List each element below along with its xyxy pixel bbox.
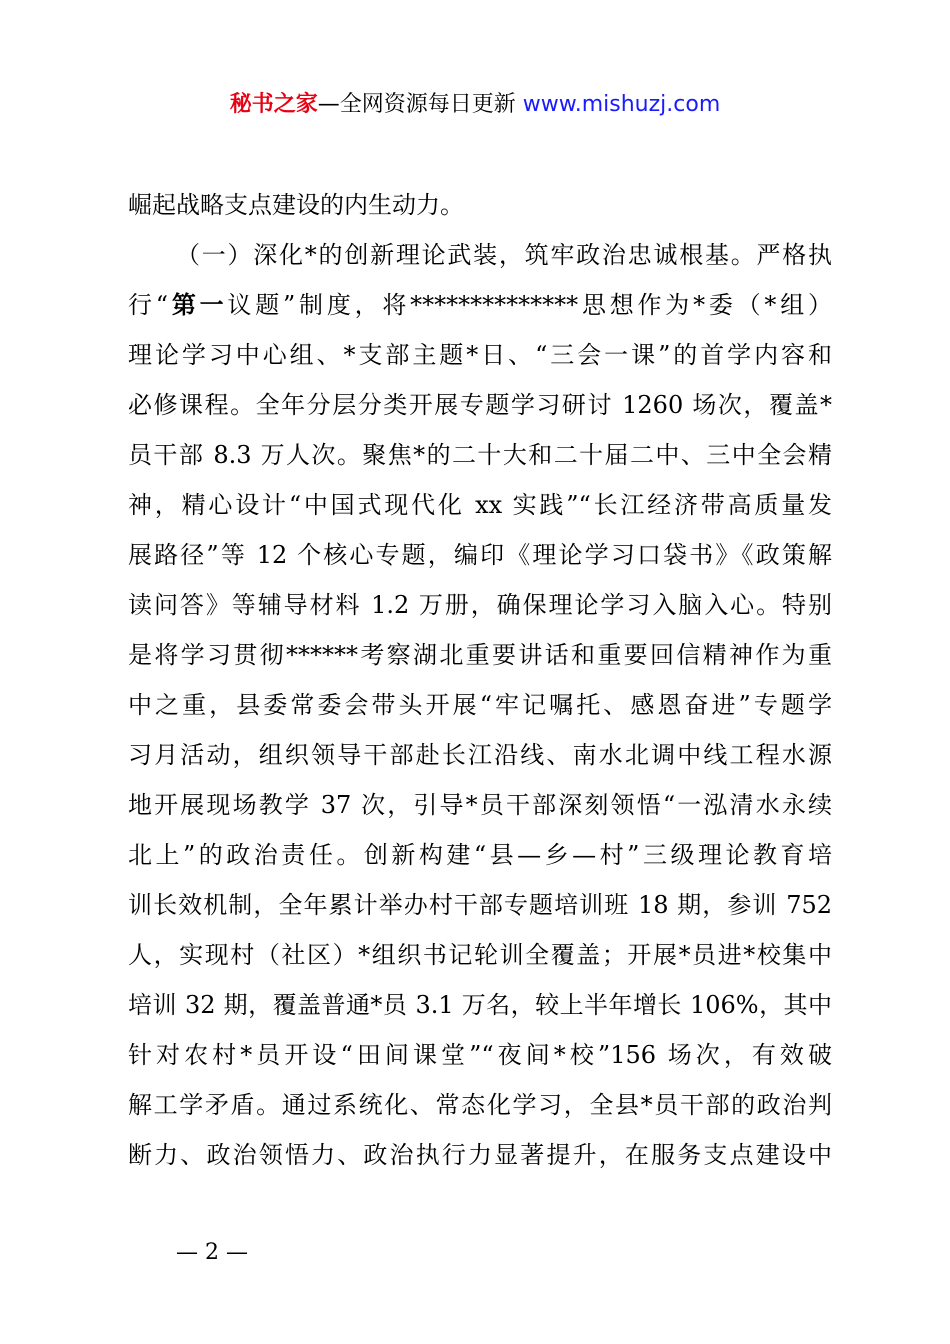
document-body	[128, 180, 832, 1180]
text-line: 读问答》等辅导材料 1.2 万册，确保理论学习入脑入心。特别	[128, 591, 832, 619]
header-tagline: —全网资源每日更新	[317, 92, 516, 117]
text-line: 针对农村*员开设“田间课堂”“夜间*校”156 场次，有效破	[128, 1041, 832, 1069]
text-line: 北上”的政治责任。创新构建“县—乡—村”三级理论教育培	[128, 841, 832, 869]
text-line: 解工学矛盾。通过系统化、常态化学习，全县*员干部的政治判	[128, 1091, 832, 1119]
brand-name: 秘书之家	[229, 92, 318, 117]
text-line: 习月活动，组织领导干部赴长江沿线、南水北调中线工程水源	[128, 741, 832, 769]
text-line: 崛起战略支点建设的内生动力。	[128, 191, 464, 219]
text-line	[128, 280, 832, 330]
text-line: 中之重，县委常委会带头开展“牢记嘱托、感恩奋进”专题学	[128, 691, 832, 719]
text-fragment: 行“	[128, 291, 169, 319]
site-url-link[interactable]: www.mishuzj.com	[522, 92, 721, 117]
text-line: 是将学习贯彻******考察湖北重要讲话和重要回信精神作为重	[128, 641, 832, 669]
text-fragment: 议题”制度，将**************思想作为*委（*组）	[227, 291, 832, 319]
text-line: 训长效机制，全年累计举办村干部专题培训班 18 期，参训 752	[128, 891, 832, 919]
text-line: 理论学习中心组、*支部主题*日、“三会一课”的首学内容和	[128, 341, 832, 369]
text-line: 断力、政治领悟力、政治执行力显著提升，在服务支点建设中	[128, 1141, 832, 1169]
text-line: （一）深化*的创新理论武装，筑牢政治忠诚根基。严格执	[176, 241, 832, 269]
text-line: 培训 32 期，覆盖普通*员 3.1 万名，较上半年增长 106%，其中	[128, 991, 832, 1019]
bold-text: 第一	[168, 291, 228, 319]
site-header	[0, 88, 950, 122]
text-line: 神，精心设计“中国式现代化 xx 实践”“长江经济带高质量发	[128, 491, 832, 519]
text-line: 必修课程。全年分层分类开展专题学习研讨 1260 场次，覆盖*	[128, 391, 832, 419]
text-line: 人，实现村（社区）*组织书记轮训全覆盖；开展*员进*校集中	[128, 941, 832, 969]
page-number: — 2 —	[176, 1240, 248, 1265]
text-line: 地开展现场教学 37 次，引导*员干部深刻领悟“一泓清水永续	[128, 791, 832, 819]
text-line: 员干部 8.3 万人次。聚焦*的二十大和二十届二中、三中全会精	[128, 441, 832, 469]
text-line: 展路径”等 12 个核心专题，编印《理论学习口袋书》《政策解	[128, 541, 832, 569]
